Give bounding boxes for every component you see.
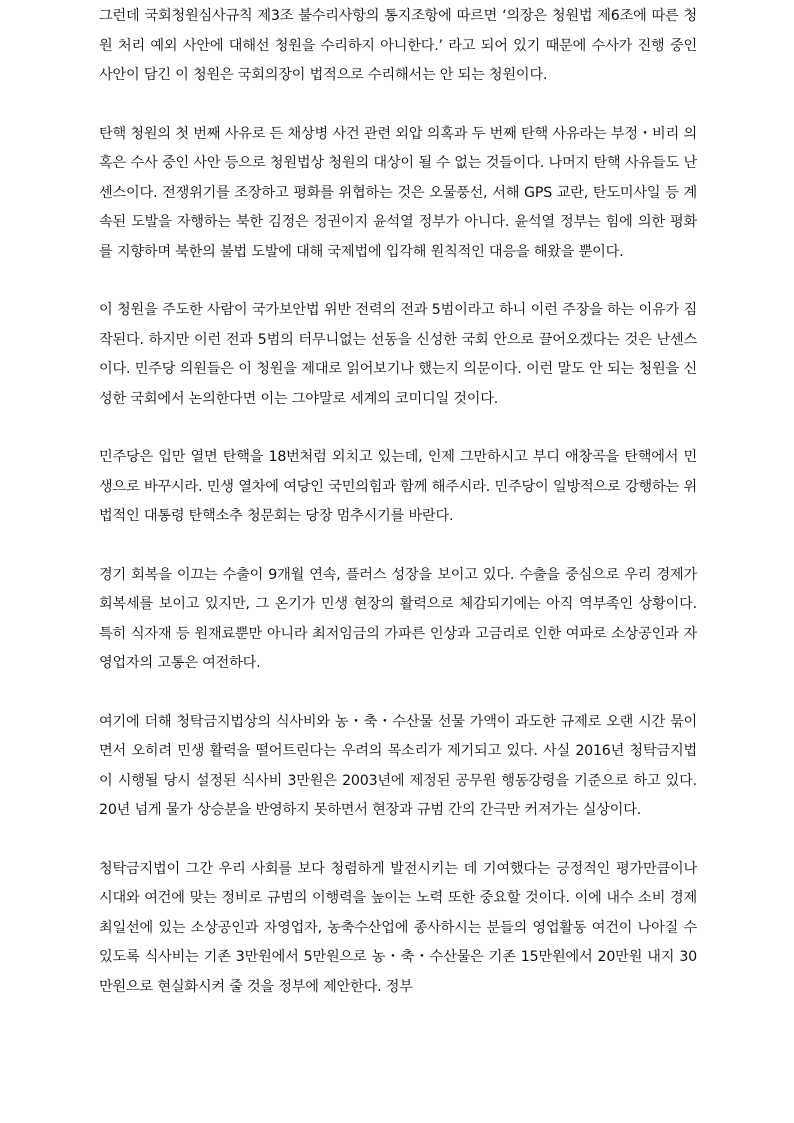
paragraph-democratic-party: 민주당은 입만 열면 탄핵을 18번처럼 외치고 있는데, 인제 그만하시고 부디 애창곡을 탄핵에서 민생으로 바꾸시라. 민생 열차에 여당인 국민의힘과 함께 해주시라. 민주당이 일방적으로 강행하는 위법적인 대통령 탄핵소추 청문회는 당장 멈추시기를 바란다. bbox=[99, 449, 697, 524]
paragraph-proposal: 청탁금지법이 그간 우리 사회를 보다 청렴하게 발전시키는 데 기여했다는 긍정적인 평가만큼이나 시대와 여건에 맞는 정비로 규범의 이행력을 높이는 노력 또한 중요할 것이다. 이에 내수 소비 경제 최일선에 있는 소상공인과 자영업자, 농축수산업에 종사하시는 분들의 영업활동 여건이 나아질 수 있도록 식사비는 기존 3만원에서 5만원으로 농・축・수산물은 기존 15만원에서 20만원 내지 30만원으로 현실화시켜 줄 것을 정부에 제안한다. 정부 bbox=[99, 860, 697, 995]
paragraph-anti-graft-law: 여기에 더해 청탁금지법상의 식사비와 농・축・수산물 선물 가액이 과도한 규제로 오랜 시간 묶이면서 오히려 민생 활력을 떨어트린다는 우려의 목소리가 제기되고 있다. 사실 2016년 청탁금지법이 시행될 당시 설정된 식사비 3만원은 2003년에 제정된 공무원 행동강령을 기준으로 하고 있다. 20년 넘게 물가 상승분을 반영하지 못하면서 현장과 규범 간의 간극만 커져가는 실상이다. bbox=[99, 713, 697, 818]
paragraph-economy: 경기 회복을 이끄는 수출이 9개월 연속, 플러스 성장을 보이고 있다. 수출을 중심으로 우리 경제가 회복세를 보이고 있지만, 그 온기가 민생 현장의 활력으로 체감되기에는 아직 역부족인 상황이다. 특히 식자재 등 원재료뿐만 아니라 최저임금의 가파른 인상과 고금리로 인한 여파로 소상공인과 자영업자의 고통은 여전하다. bbox=[99, 566, 697, 671]
document-body bbox=[99, 2, 697, 1031]
paragraph-petition-organizer: 이 청원을 주도한 사람이 국가보안법 위반 전력의 전과 5범이라고 하니 이런 주장을 하는 이유가 짐작된다. 하지만 이런 전과 5범의 터무니없는 선동을 신성한 국회 안으로 끌어오겠다는 것은 난센스이다. 민주당 의원들은 이 청원을 제대로 읽어보기나 했는지 의문이다. 이런 말도 안 되는 청원을 신성한 국회에서 논의한다면 이는 그야말로 세계의 코미디일 것이다. bbox=[99, 302, 697, 407]
paragraph-impeachment-reasons: 탄핵 청원의 첫 번째 사유로 든 채상병 사건 관련 외압 의혹과 두 번째 탄핵 사유라는 부정・비리 의혹은 수사 중인 사안 등으로 청원법상 청원의 대상이 될 수 없는 것들이다. 나머지 탄핵 사유들도 난센스이다. 전쟁위기를 조장하고 평화를 위협하는 것은 오물풍선, 서해 GPS 교란, 탄도미사일 등 계속된 도발을 자행하는 북한 김정은 정권이지 윤석열 정부가 아니다. 윤석열 정부는 힘에 의한 평화를 지향하며 북한의 불법 도발에 대해 국제법에 입각해 원칙적인 대응을 해왔을 뿐이다. bbox=[99, 125, 697, 260]
paragraph-petition-rules: 그런데 국회청원심사규칙 제3조 불수리사항의 통지조항에 따르면 ‘의장은 청원법 제6조에 따른 청원 처리 예외 사안에 대해선 청원을 수리하지 아니한다.’ 라고 되어 있기 때문에 수사가 진행 중인 사안이 담긴 이 청원은 국회의장이 법적으로 수리해서는 안 되는 청원이다. bbox=[99, 8, 697, 83]
